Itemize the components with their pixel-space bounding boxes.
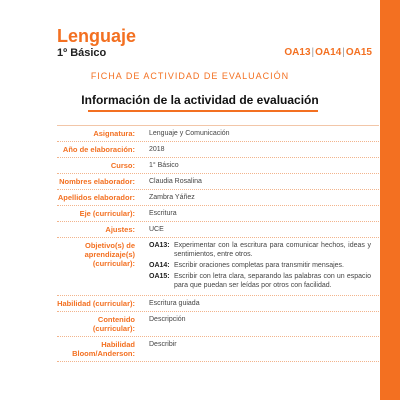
row-label: Eje (curricular):: [79, 209, 135, 218]
row-label: Ajustes:: [105, 225, 135, 234]
table-row: [57, 126, 379, 142]
objective-item: [149, 241, 371, 259]
objective-text: Escribir con letra clara, separando las palabras con un espacio para que puedan ser leídas por otros con facilidad.: [174, 273, 371, 289]
oa-code: OA14: [315, 47, 342, 58]
objective-text: Experimentar con la escritura para comunicar hechos, ideas y sentimientos, entre otros.: [174, 242, 371, 258]
table-row: [57, 190, 379, 206]
table-row: [57, 158, 379, 174]
row-label: Asignatura:: [93, 129, 135, 138]
objective-item: [149, 272, 371, 290]
oa-codes: [284, 47, 372, 58]
objective-code: OA14:: [149, 262, 170, 269]
oa-code: OA15: [345, 47, 372, 58]
objective-code: OA15:: [149, 273, 170, 280]
table-row: [57, 312, 379, 337]
objective-item: [149, 261, 371, 270]
row-value: Escritura guiada: [149, 300, 200, 307]
row-value: UCE: [149, 226, 164, 233]
oa-code: OA13: [284, 47, 311, 58]
row-label: Curso:: [110, 161, 135, 170]
table-row: [57, 206, 379, 222]
row-label: Habilidad (curricular):: [57, 299, 135, 308]
row-value: 2018: [149, 146, 165, 153]
row-value: Escritura: [149, 210, 177, 217]
row-value: [141, 238, 379, 295]
row-value: Claudia Rosalina: [149, 178, 202, 185]
row-value: Descripción: [149, 316, 186, 323]
form-title: FICHA DE ACTIVIDAD DE EVALUACIÓN: [90, 71, 290, 81]
table-row: [57, 174, 379, 190]
row-value: Lenguaje y Comunicación: [149, 130, 230, 137]
table-row: [57, 337, 379, 362]
table-row: [57, 238, 379, 296]
row-label: Apellidos elaborador:: [57, 193, 135, 202]
table-row: [57, 222, 379, 238]
row-label: Objetivo(s) de aprendizaje(s) (curricular):: [84, 241, 135, 268]
subject-title: Lenguaje: [57, 26, 137, 46]
title-underline: [88, 110, 318, 112]
objective-text: Escribir oraciones completas para transmitir mensajes.: [174, 262, 345, 269]
oa-separator: |: [342, 47, 345, 58]
info-title: Información de la actividad de evaluación: [81, 93, 319, 107]
row-value: 1° Básico: [149, 162, 179, 169]
row-label: Nombres elaborador:: [59, 177, 135, 186]
grade-label: 1º Básico: [57, 47, 107, 59]
row-value: Zambra Yáñez: [149, 194, 195, 201]
row-label: Año de elaboración:: [62, 145, 135, 154]
info-table: [57, 125, 379, 362]
side-accent-bar: [380, 0, 400, 400]
table-row: [57, 296, 379, 312]
oa-separator: |: [311, 47, 315, 58]
objective-code: OA13:: [149, 242, 170, 249]
row-label: Contenido (curricular):: [92, 315, 135, 333]
row-value: Describir: [149, 341, 177, 348]
row-label: Habilidad Bloom/Anderson:: [72, 340, 135, 358]
table-row: [57, 142, 379, 158]
